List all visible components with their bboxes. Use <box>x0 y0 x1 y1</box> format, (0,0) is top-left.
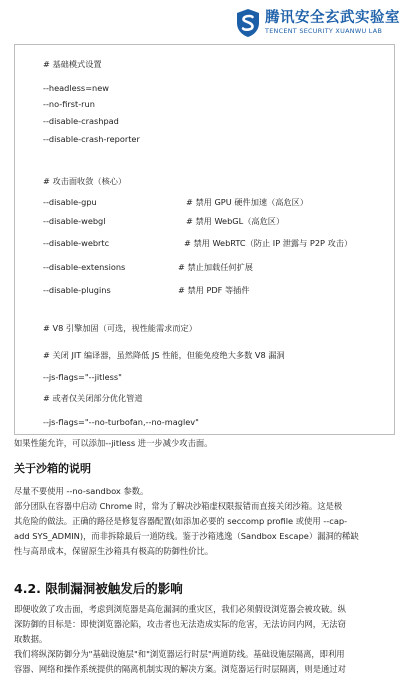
section-line: 取数据。 <box>14 634 48 644</box>
sandbox-line: 尽量不要使用 --no-sandbox 参数。 <box>14 486 149 496</box>
brand-name-en: TENCENT SECURITY XUANWU LAB <box>265 27 383 35</box>
code-comment: # 禁用 PDF 等插件 <box>178 285 250 295</box>
code-line: --disable-crash-reporter <box>43 134 140 144</box>
section-line: 深防御的目标是：即使浏览器沦陷，攻击者也无法造成实际的危害，无法访问内网，无法窃 <box>14 619 346 629</box>
code-comment: # 禁用 WebRTC（防止 IP 泄露与 P2P 攻击） <box>184 238 353 248</box>
code-line: # 关闭 JIT 编译器，虽然降低 JS 性能，但能免疫绝大多数 V8 漏洞 <box>43 350 285 360</box>
brand-name-cn: 腾讯安全玄武实验室 <box>265 10 400 26</box>
code-line: --disable-crashpad <box>43 116 119 126</box>
section-heading: 4.2. 限制漏洞被触发后的影响 <box>14 581 183 596</box>
code-line: # 攻击面收敛（核心） <box>43 176 127 186</box>
code-line: --disable-webrtc # 禁用 WebRTC（防止 IP 泄露与 P2P 攻击） <box>43 238 353 248</box>
code-block <box>14 44 395 435</box>
code-line: # 或者仅关闭部分优化管道 <box>43 393 143 403</box>
code-line: --js-flags="--no-turbofan,--no-maglev" <box>43 417 199 427</box>
code-line: --headless=new <box>43 83 109 93</box>
code-line: --disable-plugins # 禁用 PDF 等插件 <box>43 285 250 295</box>
shield-s-logo-icon <box>235 8 261 38</box>
sandbox-heading: 关于沙箱的说明 <box>14 462 91 475</box>
code-line: --js-flags="--jitless" <box>43 372 122 382</box>
code-comment: # 禁用 WebGL（高危区） <box>186 216 285 226</box>
code-line: # 基础模式设置 <box>43 59 102 69</box>
code-line: --disable-webgl # 禁用 WebGL（高危区） <box>43 216 285 226</box>
sandbox-line: 性与高昂成本，保留原生沙箱具有极高的防御性价比。 <box>14 546 214 556</box>
brand-logo <box>235 8 400 38</box>
section-line: 我们将纵深防御分为"基础设施层"和"浏览器运行时层"两道防线。基础设施层隔离，即利用 <box>14 649 345 659</box>
section-line: 容器、网络和操作系统提供的隔离机制实现的解决方案。浏览器运行时层隔离，则是通过对 <box>14 664 346 674</box>
sandbox-line: add SYS_ADMIN)，而非拆除最后一道防线。鉴于沙箱逃逸（Sandbox Escape）漏洞的稀缺 <box>14 531 359 541</box>
sandbox-line: 其危险的做法。正确的路径是修复容器配置(如添加必要的 seccomp profile 或使用 --cap- <box>14 516 348 526</box>
jitless-note: 如果性能允许，可以添加--jitless 进一步减少攻击面。 <box>14 438 213 448</box>
code-line: --no-first-run <box>43 99 95 109</box>
code-comment: # 禁止加载任何扩展 <box>178 262 253 272</box>
sandbox-line: 部分团队在容器中启动 Chrome 时，常为了解决沙箱虚权限报错而直接关闭沙箱。这是极 <box>14 501 343 511</box>
code-line: --disable-gpu # 禁用 GPU 硬件加速（高危区） <box>43 197 309 207</box>
section-line: 即便收敛了攻击面，考虑到浏览器是高危漏洞的重灾区，我们必须假设浏览器会被攻破。纵 <box>14 604 346 614</box>
code-line: # V8 引擎加固（可选，视性能需求而定） <box>43 323 197 333</box>
code-comment: # 禁用 GPU 硬件加速（高危区） <box>186 197 309 207</box>
code-line: --disable-extensions # 禁止加载任何扩展 <box>43 262 253 272</box>
